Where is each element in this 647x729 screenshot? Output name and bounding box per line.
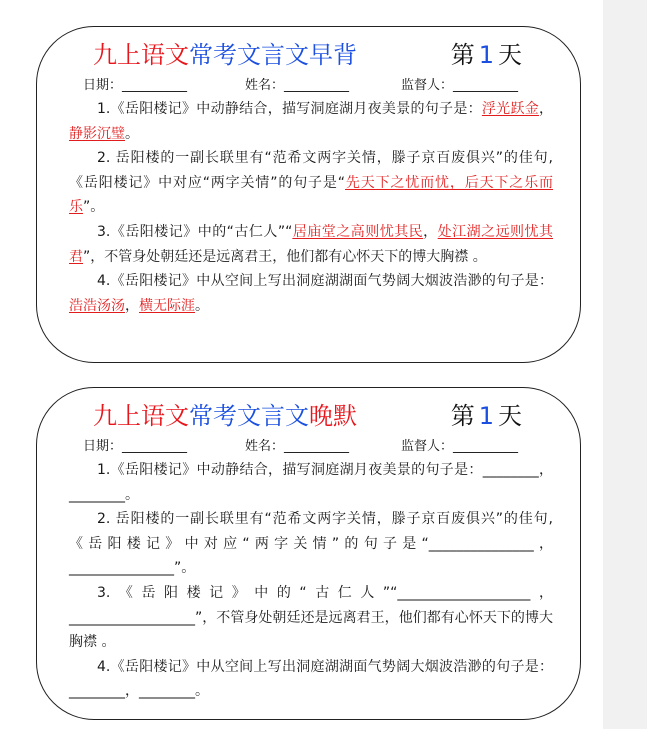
card-title [93,37,357,73]
answer: 浩浩汤汤 [69,297,125,314]
answer: 先天下之忧而忧，后天下之乐而乐 [69,174,553,216]
question-list [69,458,553,704]
answer: 处江湖之远则忧其君 [69,223,554,265]
card-title [93,398,357,434]
question-2: 2. 岳阳楼的一副长联里有“范希文两字关情，滕子京百废俱兴”的佳句,《岳阳楼记》中对应“两字关情”的句子是“_______________，_______________”。 [69,511,553,577]
day-label [451,37,522,73]
question-3: 3.《岳阳楼记》中的“古仁人”“居庙堂之高则忧其民，处江湖之远则忧其君”，不管身处朝廷还是远离君王，他们都有心怀天下的博大胸襟 。 [69,223,554,265]
title-part-topic: 常考文言文 [189,41,309,69]
morning-recite-card [36,26,581,363]
day-number: 1 [478,402,494,430]
supervisor-field: 监督人：__________ [401,78,519,93]
day-number: 1 [478,41,494,69]
title-part-grade: 九上语文 [93,41,189,69]
question-1: 1.《岳阳楼记》中动静结合，描写洞庭湖月夜美景的句子是：________，________。 [69,462,553,503]
question-list [69,97,553,318]
question-2: 2. 岳阳楼的一副长联里有“范希文两字关情，滕子京百废俱兴”的佳句,《岳阳楼记》中对应“两字关情”的句子是“先天下之忧而忧，后天下之乐而乐”。 [69,150,553,216]
title-part-grade: 九上语文 [93,402,189,430]
question-3: 3.《岳阳楼记》中的“古仁人”“___________________，__________________”，不管身处朝廷还是远离君王，他们都有心怀天下的博大胸襟 。 [69,584,553,651]
day-label [451,398,522,434]
evening-dictation-card [36,387,581,720]
question-1: 1.《岳阳楼记》中动静结合，描写洞庭湖月夜美景的句子是：浮光跃金，静影沉璧。 [69,101,554,142]
date-field: 日期：__________ [83,78,188,93]
answer: 居庙堂之高则忧其民 [292,223,424,240]
answer: 浮光跃金 [481,101,540,117]
name-field: 姓名：__________ [245,439,350,454]
day-prefix: 第 [450,41,475,69]
meta-row [83,76,550,96]
title-part-session: 早背 [309,41,357,69]
question-4: 4.《岳阳楼记》中从空间上写出洞庭湖湖面气势阔大烟波浩渺的句子是：________，________。 [69,658,553,700]
day-suffix: 天 [498,402,522,430]
question-4: 4.《岳阳楼记》中从空间上写出洞庭湖湖面气势阔大烟波浩渺的句子是：浩浩汤汤，横无际涯。 [69,273,553,314]
meta-row [83,437,550,457]
day-prefix: 第 [450,402,475,430]
answer: 横无际涯 [139,297,195,314]
viewer-margin [603,0,647,729]
date-field: 日期：__________ [83,439,188,454]
name-field: 姓名：__________ [245,78,350,93]
title-part-topic: 常考文言文 [189,402,309,430]
title-part-session: 晚默 [309,402,357,430]
answer: 静影沉璧 [69,125,125,142]
supervisor-field: 监督人：__________ [401,439,519,454]
day-suffix: 天 [498,41,522,69]
